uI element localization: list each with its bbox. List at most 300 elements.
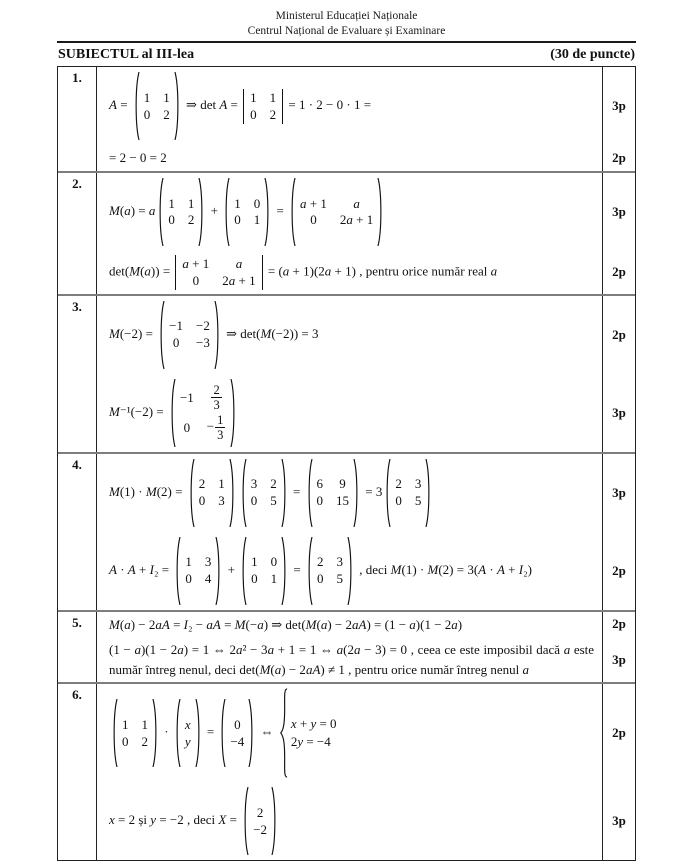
math-text: 3 xyxy=(336,554,343,570)
math-text: 0 xyxy=(251,571,258,587)
paren-left-icon xyxy=(133,71,140,141)
math-text: 0 xyxy=(192,272,200,288)
math-text: + xyxy=(207,202,222,218)
matrix xyxy=(111,698,159,768)
matrix xyxy=(384,458,432,528)
math-word: A xyxy=(219,97,228,113)
math-word: a xyxy=(282,263,290,279)
math-text: ⇒ det A = xyxy=(182,97,242,113)
answer-key-table xyxy=(57,66,636,861)
points-cell: 3p xyxy=(602,374,635,452)
paren-right-icon xyxy=(281,536,288,606)
math-word: nenul xyxy=(179,661,208,677)
solution-content xyxy=(97,532,602,610)
matrix-cell xyxy=(251,476,258,492)
math-text: 2a + 1 xyxy=(339,212,374,228)
math-text: M(1) · M(2) = xyxy=(109,483,186,499)
matrix-cell xyxy=(193,273,200,289)
matrix-grid xyxy=(181,716,195,751)
math-text: 2 xyxy=(317,554,324,570)
math-text: 2 xyxy=(213,383,220,398)
matrix-cell xyxy=(317,554,324,570)
paren-left-icon xyxy=(289,177,296,247)
row-body xyxy=(97,296,635,452)
points-cell: 3p xyxy=(602,173,635,251)
solution-content xyxy=(97,612,602,638)
math-text: 3 xyxy=(204,554,212,570)
matrix-cell xyxy=(270,476,277,492)
math-text: 0 xyxy=(172,335,180,351)
math-text: 2 xyxy=(395,476,402,492)
math-text: = xyxy=(273,202,288,218)
math-text: a + 1 xyxy=(182,255,210,271)
math-text: M(−2) = xyxy=(109,325,157,341)
solution-part xyxy=(97,173,635,251)
math-text: 0 xyxy=(395,493,402,509)
math-text: 1 xyxy=(217,413,224,428)
matrix-cell xyxy=(271,554,278,570)
math-text: 1 xyxy=(143,90,151,106)
math-text: = 3 xyxy=(362,483,383,499)
solution-content xyxy=(97,145,602,171)
equation-system xyxy=(279,688,337,778)
system-lines xyxy=(288,716,337,751)
math-word: este xyxy=(573,642,595,658)
math-word: a xyxy=(324,263,332,279)
math-text: M(a) = a xyxy=(109,202,156,218)
matrix-cell xyxy=(222,273,255,289)
matrix-grid xyxy=(195,475,229,510)
fraction-denominator xyxy=(211,397,221,412)
matrix-cell xyxy=(173,335,180,351)
paren-right-icon xyxy=(230,378,237,448)
matrix-cell xyxy=(144,107,151,123)
paren-right-icon xyxy=(198,177,205,247)
matrix-cell xyxy=(251,571,258,587)
matrix-cell xyxy=(188,196,195,212)
math-word: a xyxy=(144,263,151,279)
math-text: = xyxy=(290,561,304,577)
table-row xyxy=(58,612,635,685)
matrix-cell xyxy=(415,493,422,509)
matrix-cell xyxy=(168,212,175,228)
matrix-cell xyxy=(185,717,191,733)
math-text: 2 xyxy=(256,804,264,820)
math-text: 1 xyxy=(270,571,278,587)
math-text: = xyxy=(203,724,218,740)
solution-part xyxy=(97,67,635,145)
matrix-cell xyxy=(180,390,194,406)
matrix xyxy=(240,536,288,606)
math-text: a + 1 xyxy=(300,195,327,211)
solution-content xyxy=(97,637,602,682)
points-cell: 3p xyxy=(602,637,635,682)
math-text: 0 xyxy=(253,195,261,211)
math-text: 3 xyxy=(414,476,422,492)
math-text: 5 xyxy=(336,571,343,587)
paren-right-icon xyxy=(214,300,221,370)
matrix-cell xyxy=(234,212,241,228)
math-text: 0 xyxy=(185,571,192,587)
math-word: A xyxy=(127,561,136,577)
math-word: y xyxy=(150,812,157,828)
math-text: 4 xyxy=(204,571,212,587)
paren-left-icon xyxy=(240,458,247,528)
math-word: deci xyxy=(365,561,388,577)
math-word: A xyxy=(109,97,117,113)
math-word: a xyxy=(353,642,361,658)
matrix-cell xyxy=(250,107,257,123)
matrix-cell xyxy=(207,413,227,442)
fraction-denominator xyxy=(215,427,225,442)
matrix-grid xyxy=(181,553,215,588)
evaluation-center-title: Centrul Național de Evaluare și Examinare xyxy=(247,24,446,37)
math-text: 0 xyxy=(198,493,206,509)
math-word: M xyxy=(129,263,141,279)
matrix-cell xyxy=(169,318,183,334)
matrix-cell xyxy=(254,196,261,212)
math-word: a xyxy=(336,642,344,658)
matrix-grid xyxy=(247,475,281,510)
matrix-cell xyxy=(251,493,258,509)
matrix-cell xyxy=(415,476,422,492)
matrix-cell xyxy=(205,571,212,587)
math-text: 1 xyxy=(168,195,175,211)
table-row xyxy=(58,173,635,296)
math-text: = 2 − 0 = 2 xyxy=(109,150,167,166)
math-text: M⁻¹(−2) = xyxy=(109,403,167,419)
math-word: nenul xyxy=(490,661,520,677)
matrix xyxy=(242,786,278,856)
matrix-cell xyxy=(210,383,222,412)
solution-line xyxy=(109,457,594,529)
math-text: 1 xyxy=(251,554,258,570)
math-word: x xyxy=(184,716,191,732)
solution-line xyxy=(109,148,594,168)
paren-left-icon xyxy=(223,177,230,247)
solution-line xyxy=(109,377,594,449)
math-word: întreg xyxy=(456,661,488,677)
math-word: M xyxy=(305,616,317,632)
matrix-cell xyxy=(234,196,241,212)
paren-right-icon xyxy=(425,458,432,528)
solution-line xyxy=(109,254,594,291)
matrix xyxy=(158,300,221,370)
fraction-numerator xyxy=(211,383,221,397)
solution-part xyxy=(97,782,635,860)
matrix-cell xyxy=(185,571,192,587)
matrix-grid xyxy=(313,553,347,588)
matrix-grid xyxy=(140,89,174,124)
math-text: · xyxy=(161,724,172,740)
math-text: 0 xyxy=(143,106,151,122)
matrix-grid xyxy=(230,195,264,230)
solution-part xyxy=(97,296,635,374)
math-text: 0 xyxy=(316,493,324,509)
matrix-cell xyxy=(234,717,241,733)
matrix xyxy=(240,458,288,528)
math-word: a xyxy=(236,642,243,658)
matrix-cell xyxy=(163,90,170,106)
math-word: M xyxy=(234,616,246,632)
matrix-cell xyxy=(205,554,212,570)
math-text: 0 xyxy=(234,716,241,732)
item-number: 3. xyxy=(58,296,97,452)
points-cell: 3p xyxy=(602,782,635,860)
math-word: A xyxy=(496,561,505,577)
math-text: 9 xyxy=(339,476,346,492)
math-word: a xyxy=(353,195,360,211)
math-text: 1 xyxy=(253,212,261,228)
subject-bar xyxy=(57,43,636,66)
matrix-grid xyxy=(176,382,230,443)
math-text: 3 xyxy=(213,398,220,413)
matrix-cell xyxy=(142,717,149,733)
matrix-grid xyxy=(391,475,425,510)
matrix-cell xyxy=(337,554,344,570)
math-text: 0 xyxy=(250,493,258,509)
solution-line xyxy=(109,70,594,142)
math-word: det xyxy=(200,97,217,113)
math-word: dacă xyxy=(536,642,561,658)
solution-part xyxy=(97,454,635,532)
math-word: și xyxy=(138,812,148,828)
solution-part xyxy=(97,145,635,171)
math-text: A · A + I₂ = xyxy=(109,561,173,577)
subject-title: SUBIECTUL al III-lea xyxy=(58,47,195,63)
matrix xyxy=(306,458,361,528)
math-text xyxy=(353,196,360,211)
row-body xyxy=(97,612,635,683)
solution-content xyxy=(97,782,602,860)
matrix-cell xyxy=(196,318,210,334)
paren-left-icon xyxy=(306,536,313,606)
matrix-cell xyxy=(353,196,360,212)
math-word: a xyxy=(267,642,275,658)
math-text: 6 xyxy=(316,476,324,492)
math-word: număr xyxy=(109,661,143,677)
paren-left-icon xyxy=(242,786,249,856)
matrix-cell xyxy=(163,107,170,123)
paren-left-icon xyxy=(219,698,226,768)
math-word: y xyxy=(184,733,191,749)
matrix-cell xyxy=(218,493,225,509)
matrix xyxy=(223,177,271,247)
solution-content xyxy=(97,173,602,251)
points-cell: 2p xyxy=(602,532,635,610)
paren-right-icon xyxy=(377,177,384,247)
matrix-cell xyxy=(270,107,277,123)
matrix-cell xyxy=(184,420,191,436)
matrix-cell xyxy=(336,493,349,509)
matrix xyxy=(174,698,202,768)
matrix-cell xyxy=(182,256,209,272)
math-word: M xyxy=(145,483,157,499)
paren-left-icon xyxy=(111,698,118,768)
solution-line xyxy=(109,535,594,607)
matrix-cell xyxy=(257,805,264,821)
paren-right-icon xyxy=(271,786,278,856)
solution-part xyxy=(97,251,635,294)
solution-content xyxy=(97,296,602,374)
math-text xyxy=(236,256,243,271)
math-word: I xyxy=(518,561,524,577)
math-word: a xyxy=(124,616,131,632)
math-word: număr xyxy=(431,263,465,279)
math-text: 5 xyxy=(414,493,422,509)
paren-right-icon xyxy=(281,458,288,528)
math-text: 1 xyxy=(234,195,241,211)
math-text: 1 xyxy=(187,195,195,211)
math-word: orice xyxy=(402,263,429,279)
matrix-cell xyxy=(339,476,346,492)
math-word: pentru xyxy=(365,263,399,279)
math-text: 2 xyxy=(270,476,277,492)
math-word: a xyxy=(182,255,189,271)
solution-part xyxy=(97,684,635,782)
math-word: pentru xyxy=(354,661,388,677)
matrix-grid xyxy=(226,716,248,751)
math-word: M xyxy=(109,202,120,218)
points-cell: 2p xyxy=(602,251,635,294)
math-text: 2 xyxy=(269,106,277,122)
solution-content xyxy=(97,251,602,294)
math-word: M xyxy=(109,483,120,499)
math-word: aA xyxy=(206,616,221,632)
math-text: 2a + 1 xyxy=(222,272,256,288)
matrix xyxy=(219,698,255,768)
ministry-title: Ministerul Educației Naționale xyxy=(275,10,418,22)
math-word: det xyxy=(240,325,257,341)
solution-line xyxy=(109,640,594,679)
math-word: M xyxy=(109,325,120,341)
points-cell: 2p xyxy=(602,145,635,171)
math-text: x = 2 și y = −2 , deci X = xyxy=(109,812,241,828)
math-word: a xyxy=(134,642,141,658)
matrix-cell xyxy=(122,734,129,750)
points-cell: 3p xyxy=(602,454,635,532)
matrix-cell xyxy=(218,476,225,492)
math-text: 1 xyxy=(250,90,257,106)
math-word: I xyxy=(183,616,188,632)
math-word: a xyxy=(148,202,156,218)
matrix-cell xyxy=(340,212,373,228)
table-row xyxy=(58,296,635,454)
matrix xyxy=(133,71,181,141)
solution-content xyxy=(97,374,602,452)
math-word: y xyxy=(297,733,304,749)
math-text: M(a) − 2aA = I₂ − aA = M(−a) ⇒ det(M(a) − 2aA) = (1 − a)(1 − 2a) xyxy=(109,616,463,632)
math-word: orice xyxy=(391,661,418,677)
math-word: a xyxy=(451,616,458,632)
math-word: X xyxy=(218,812,227,828)
math-word: a xyxy=(300,195,307,211)
math-text: x + y = 0 xyxy=(290,715,337,731)
math-word: I xyxy=(149,561,154,577)
math-text xyxy=(185,717,191,732)
math-word: A xyxy=(109,561,117,577)
math-word: det xyxy=(239,661,256,677)
determinant xyxy=(175,255,262,290)
math-word: ceea xyxy=(417,642,441,658)
matrix-cell xyxy=(142,734,149,750)
matrix-grid xyxy=(296,195,377,230)
table-row xyxy=(58,684,635,860)
math-word: x xyxy=(290,715,297,731)
math-word: a xyxy=(274,661,282,677)
solution-content xyxy=(97,67,602,145)
matrix-cell xyxy=(122,717,129,733)
math-text: 1 xyxy=(163,90,170,106)
math-text: −1 xyxy=(169,318,184,334)
math-text: − xyxy=(206,418,215,434)
points-cell: 2p xyxy=(602,296,635,374)
math-text: 3 xyxy=(250,476,258,492)
item-number: 5. xyxy=(58,612,97,683)
paren-right-icon xyxy=(347,536,354,606)
math-word: a xyxy=(257,616,264,632)
paren-right-icon xyxy=(264,177,271,247)
fraction xyxy=(214,413,226,442)
matrix-cell xyxy=(185,554,192,570)
paren-left-icon xyxy=(174,698,181,768)
math-text: −1 xyxy=(179,389,194,405)
matrix xyxy=(169,378,237,448)
math-text: 1 xyxy=(141,716,148,732)
document-header xyxy=(0,0,693,38)
math-text: 2 xyxy=(141,733,148,749)
matrix-cell xyxy=(250,90,257,106)
math-word: imposibil xyxy=(483,642,533,658)
row-body xyxy=(97,67,635,171)
paren-right-icon xyxy=(195,698,202,768)
matrix-grid xyxy=(175,255,262,290)
solution-line xyxy=(109,785,594,857)
math-text: 0 xyxy=(183,419,191,435)
matrix-cell xyxy=(317,493,324,509)
solution-content xyxy=(97,684,602,782)
item-number: 1. xyxy=(58,67,97,171)
fraction-numerator xyxy=(215,413,225,427)
math-text: −3 xyxy=(196,335,210,351)
math-text: 0 xyxy=(317,571,324,587)
solution-content xyxy=(97,454,602,532)
math-text: 2 xyxy=(163,106,170,122)
paren-left-icon xyxy=(384,458,391,528)
math-word: det xyxy=(109,263,125,279)
math-word: a xyxy=(563,642,571,658)
math-word: este xyxy=(459,642,480,658)
math-word: întreg xyxy=(145,661,176,677)
points-cell: 3p xyxy=(602,67,635,145)
table-row xyxy=(58,454,635,612)
row-body xyxy=(97,173,635,294)
math-word: M xyxy=(390,561,402,577)
math-text: 5 xyxy=(270,493,277,509)
matrix-grid xyxy=(243,89,283,124)
math-text: 1 xyxy=(218,476,225,492)
math-text: det(M(a)) = xyxy=(109,263,174,279)
matrix xyxy=(306,536,354,606)
paren-left-icon xyxy=(169,378,176,448)
math-text: 3 xyxy=(218,493,225,509)
math-text: 1 xyxy=(122,716,129,732)
math-text: −2 xyxy=(196,318,210,334)
solution-part xyxy=(97,637,635,682)
matrix-cell xyxy=(254,212,261,228)
math-word: M xyxy=(109,403,120,419)
matrix xyxy=(289,177,384,247)
